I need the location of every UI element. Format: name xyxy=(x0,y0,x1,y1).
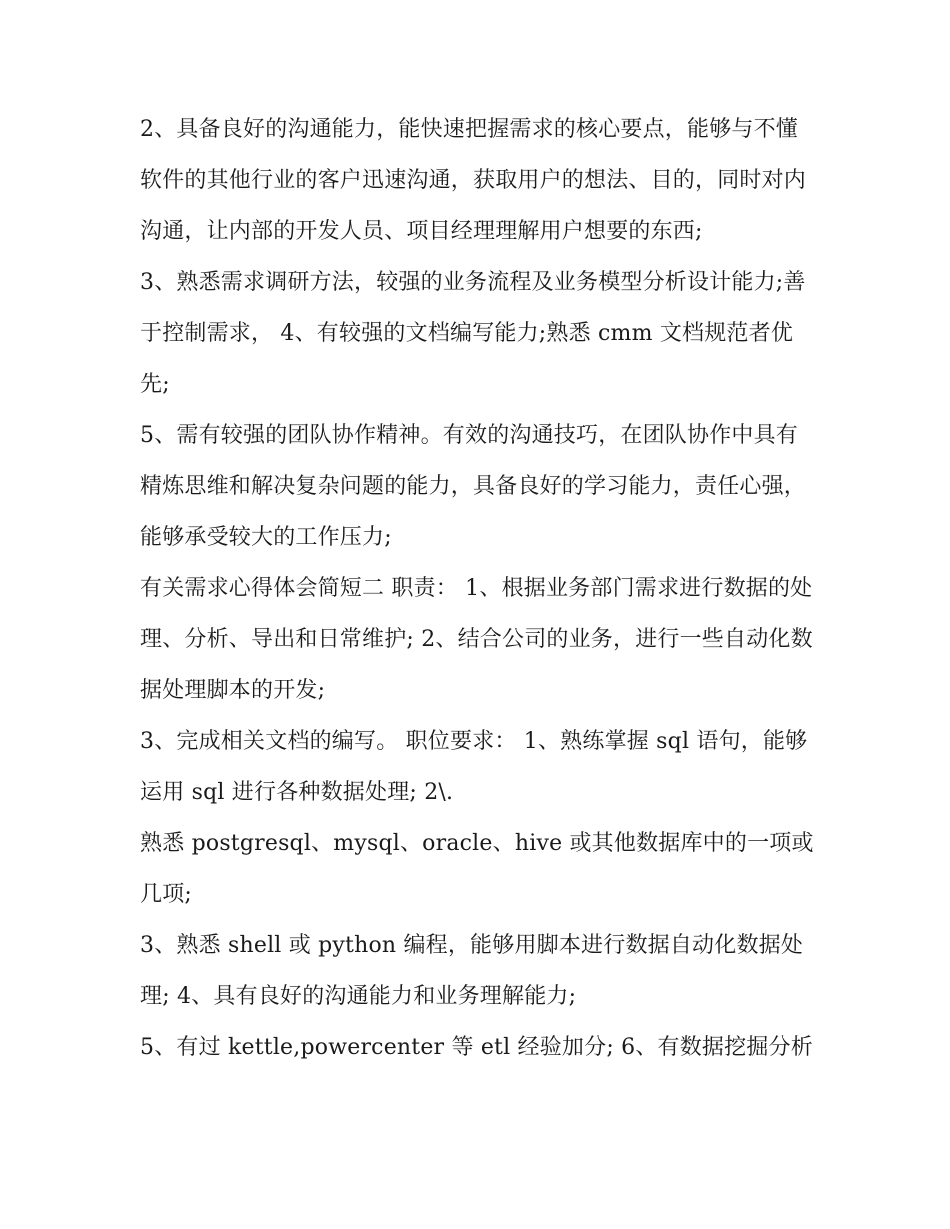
paragraph-databases: 熟悉 postgresql、mysql、oracle、hive 或其他数据库中的一项或几项; xyxy=(140,831,814,907)
paragraph-duties: 有关需求心得体会简短二 职责： 1、根据业务部门需求进行数据的处理、分析、导出和日常维护; 2、结合公司的业务，进行一些自动化数据处理脚本的开发; xyxy=(140,576,813,703)
paragraph-requirements-research: 3、熟悉需求调研方法，较强的业务流程及业务模型分析设计能力;善于控制需求， 4、有较强的文档编写能力;熟悉 cmm 文档规范者优先; xyxy=(140,270,806,397)
paragraph-job-requirements: 3、完成相关文档的编写。 职位要求： 1、熟练掌握 sql 语句，能够运用 sql 进行各种数据处理; 2\. xyxy=(140,729,808,805)
paragraph-scripting: 3、熟悉 shell 或 python 编程，能够用脚本进行数据自动化数据处理; 4、具有良好的沟通能力和业务理解能力; xyxy=(140,933,804,1009)
paragraph-teamwork: 5、需有较强的团队协作精神。有效的沟通技巧，在团队协作中具有精炼思维和解决复杂问题的能力，具备良好的学习能力，责任心强，能够承受较大的工作压力; xyxy=(140,423,807,550)
document-body xyxy=(140,104,820,1073)
paragraph-communication-skills: 2、具备良好的沟通能力，能快速把握需求的核心要点，能够与不懂软件的其他行业的客户迅速沟通，获取用户的想法、目的，同时对内沟通，让内部的开发人员、项目经理理解用户想要的东西; xyxy=(140,117,807,244)
paragraph-etl-experience: 5、有过 kettle,powercenter 等 etl 经验加分; 6、有数据挖掘分析 xyxy=(140,1035,813,1060)
